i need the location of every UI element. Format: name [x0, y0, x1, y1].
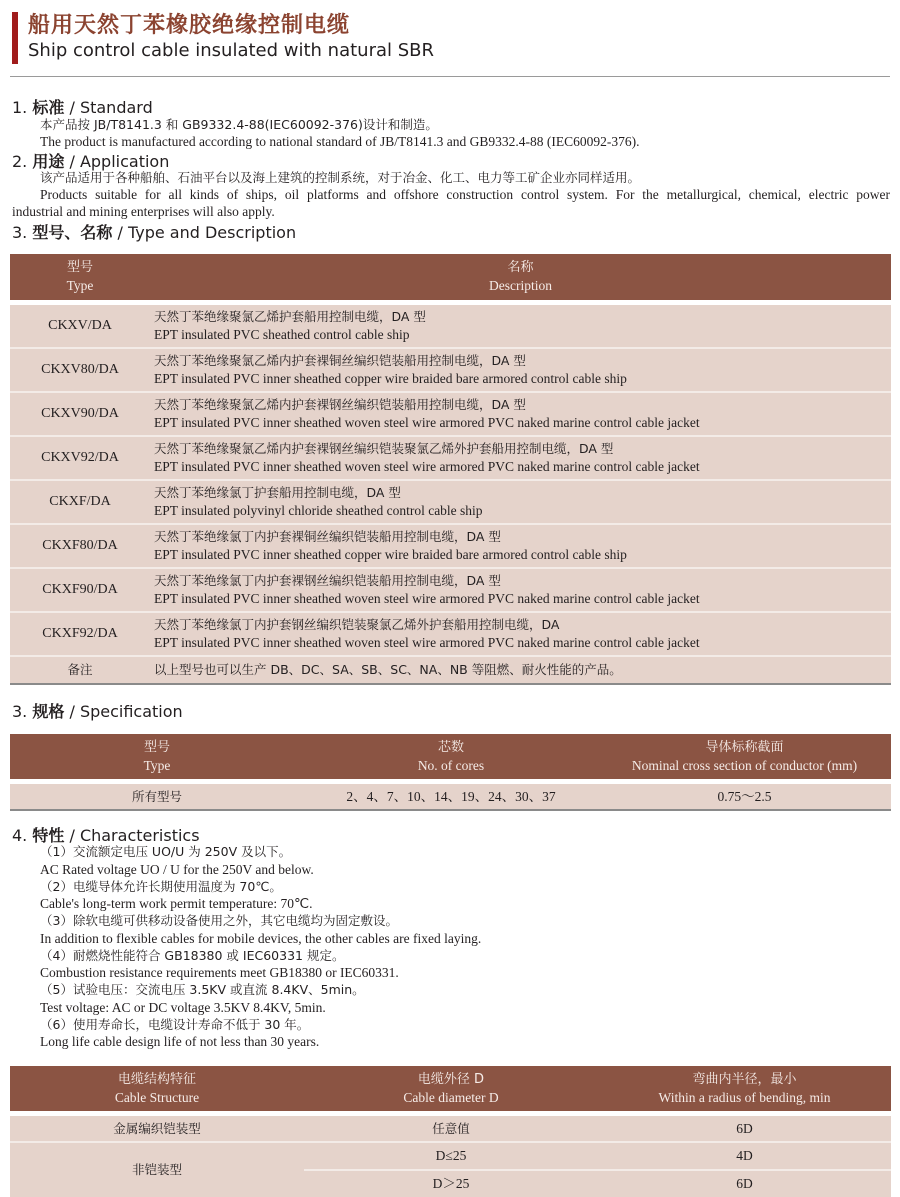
application-text-cn: 该产品适用于各种船舶、石油平台以及海上建筑的控制系统，对于冶金、化工、电力等工矿企业亦同样适用。 [40, 170, 641, 185]
cell-description: 天然丁苯绝缘聚氯乙烯内护套裸钢丝编织铠装聚氯乙烯外护套船用控制电缆，DA 型 EPT insulated PVC inner sheathed woven steel wire armored PVC naked marine control cable jacket [154, 441, 700, 474]
table-header [10, 254, 891, 300]
cell-description: 天然丁苯绝缘聚氯乙烯内护套裸铜丝编织铠装船用控制电缆，DA 型 EPT insulated PVC inner sheathed copper wire braided bare armored control cable ship [154, 353, 627, 386]
cell-radius: 6D [736, 1176, 753, 1191]
header-type: 型号 Type [143, 739, 171, 773]
header-cable-structure: 电缆结构特征 Cable Structure [114, 1071, 200, 1105]
table-row-note [10, 655, 891, 683]
cell-type: 所有型号 [131, 788, 182, 804]
table-row [10, 784, 891, 809]
section-heading-characteristics: 4. 特性 / Characteristics [12, 826, 200, 845]
table-row [10, 435, 891, 479]
cell-description: 天然丁苯绝缘聚氯乙烯护套船用控制电缆，DA 型 EPT insulated PVC sheathed control cable ship [154, 309, 426, 342]
cell-diameter: 任意值 [432, 1120, 470, 1136]
page-title-en: Ship control cable insulated with natural SBR [28, 40, 435, 61]
characteristic-3-en: In addition to flexible cables for mobile devices, the other cables are fixed laying. [40, 931, 482, 946]
type-description-table [10, 254, 891, 685]
header-bending-radius: 弯曲内半径，最小 Within a radius of bending, min [658, 1071, 831, 1105]
cell-description: 天然丁苯绝缘氯丁内护套裸钢丝编织铠装船用控制电缆，DA 型 EPT insulated PVC inner sheathed woven steel wire armored PVC naked marine control cable jacket [154, 573, 700, 606]
table-row [10, 347, 891, 391]
section-heading-standard: 1. 标准 / Standard [12, 98, 153, 117]
table-row [10, 391, 891, 435]
characteristic-6-cn: （6）使用寿命长，电缆设计寿命不低于 30 年。 [40, 1017, 310, 1032]
cell-type: CKXF/DA [49, 494, 111, 509]
title-divider [10, 76, 890, 77]
table-body [10, 1116, 891, 1197]
characteristic-5-en: Test voltage: AC or DC voltage 3.5KV 8.4KV, 5min. [40, 1000, 326, 1015]
application-text-en-line2: industrial and mining enterprises will also apply. [12, 204, 275, 219]
characteristic-2-en: Cable's long-term work permit temperature: 70℃. [40, 896, 313, 911]
characteristic-2-cn: （2）电缆导体允许长期使用温度为 70℃。 [40, 879, 282, 894]
table-row [304, 1169, 891, 1197]
cell-type: CKXF80/DA [42, 538, 118, 553]
characteristic-5-cn: （5）试验电压：交流电压 3.5KV 或直流 8.4KV、5min。 [40, 982, 365, 997]
cell-diameter: D＞25 [432, 1176, 470, 1191]
characteristic-1-en: AC Rated voltage UO / U for the 250V and below. [40, 862, 314, 877]
cell-note-label: 备注 [67, 662, 93, 677]
cell-description: 天然丁苯绝缘氯丁护套船用控制电缆，DA 型 EPT insulated polyvinyl chloride sheathed control cable ship [154, 485, 483, 518]
table-row [10, 523, 891, 567]
table-body [10, 305, 891, 685]
cell-type: CKXV90/DA [41, 406, 119, 421]
header-type: 型号 Type [66, 260, 94, 293]
cell-type: CKXF92/DA [42, 626, 118, 641]
header-cores: 芯数 No. of cores [417, 739, 485, 773]
characteristic-6-en: Long life cable design life of not less than 30 years. [40, 1034, 320, 1049]
standard-text-cn: 本产品按 JB/T8141.3 和 GB9332.4-88(IEC60092-376)设计和制造。 [40, 117, 438, 132]
page-title-cn: 船用天然丁苯橡胶绝缘控制电缆 [28, 13, 351, 38]
table-row [10, 479, 891, 523]
section-heading-type-desc: 3. 型号、名称 / Type and Description [12, 223, 297, 242]
title-accent-bar [12, 12, 18, 64]
table-row [304, 1143, 891, 1169]
bending-radius-table [10, 1066, 891, 1197]
table-row-group [10, 1141, 891, 1197]
cell-radius: 6D [736, 1120, 753, 1136]
header-cross-section: 导体标称截面 Nominal cross section of conductor (mm) [631, 739, 858, 773]
characteristic-4-cn: （4）耐燃烧性能符合 GB18380 或 IEC60331 规定。 [40, 948, 345, 963]
cell-type: CKXV92/DA [41, 450, 119, 465]
cell-type: CKXF90/DA [42, 582, 118, 597]
section-heading-specification: 3. 规格 / Specification [12, 702, 183, 721]
characteristic-3-cn: （3）除软电缆可供移动设备使用之外，其它电缆均为固定敷设。 [40, 913, 398, 928]
cell-structure: 金属编织铠装型 [113, 1120, 201, 1136]
table-row [10, 611, 891, 655]
cell-description: 天然丁苯绝缘氯丁内护套裸铜丝编织铠装船用控制电缆，DA 型 EPT insulated PVC inner sheathed copper wire braided bare armored control cable ship [154, 529, 627, 562]
cell-type: CKXV80/DA [41, 362, 119, 377]
standard-text-en: The product is manufactured according to national standard of JB/T8141.3 and GB9332.4-88 (IEC60092-376). [40, 134, 640, 149]
table-header [10, 1066, 891, 1111]
cell-structure-merged: 非铠装型 [131, 1162, 182, 1177]
header-description: 名称 Description [489, 260, 552, 293]
sub-rows [304, 1143, 891, 1197]
cell-note-text: 以上型号也可以生产 DB、DC、SA、SB、SC、NA、NB 等阻燃、耐火性能的产品。 [154, 662, 622, 677]
application-text-en-line1: Products suitable for all kinds of ships, oil platforms and offshore construction control system. For the metallurgical, chemical, electric power [40, 187, 890, 202]
table-row [10, 567, 891, 611]
table-row [10, 305, 891, 347]
cell-radius: 4D [736, 1148, 753, 1163]
specification-table [10, 734, 891, 811]
table-body [10, 784, 891, 811]
header-cable-diameter: 电缆外径 D Cable diameter D [403, 1071, 499, 1105]
characteristic-4-en: Combustion resistance requirements meet GB18380 or IEC60331. [40, 965, 399, 980]
cell-diameter: D≤25 [435, 1148, 467, 1163]
section-heading-application: 2. 用途 / Application [12, 152, 170, 171]
cell-description: 天然丁苯绝缘氯丁内护套钢丝编织铠装聚氯乙烯外护套船用控制电缆，DA EPT insulated PVC inner sheathed woven steel wire armored PVC naked marine control cable jacket [154, 617, 700, 650]
table-row [10, 1116, 891, 1141]
cell-description: 天然丁苯绝缘聚氯乙烯内护套裸钢丝编织铠装船用控制电缆，DA 型 EPT insulated PVC inner sheathed woven steel wire armored PVC naked marine control cable jacket [154, 397, 700, 430]
cell-type: CKXV/DA [48, 318, 112, 333]
cell-cross-section: 0.75～2.5 [717, 788, 772, 804]
cell-cores: 2、4、7、10、14、19、24、30、37 [346, 788, 556, 804]
characteristic-1-cn: （1）交流额定电压 UO/U 为 250V 及以下。 [40, 844, 292, 859]
table-header [10, 734, 891, 779]
